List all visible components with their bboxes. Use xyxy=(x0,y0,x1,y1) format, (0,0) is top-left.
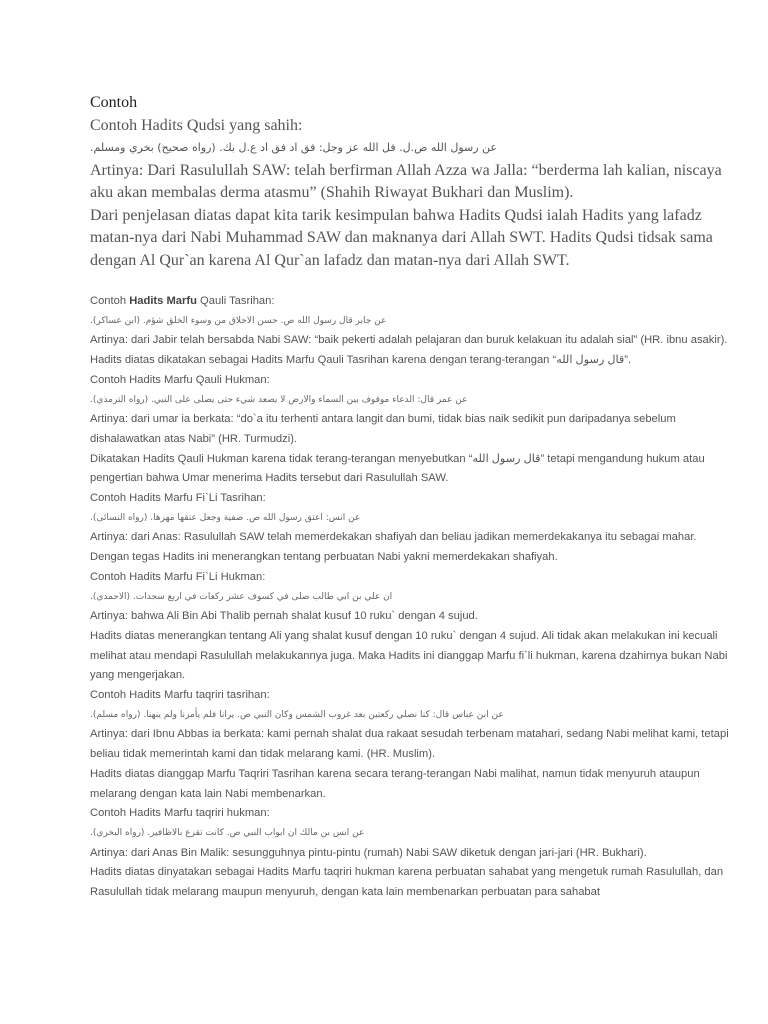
explanation-qauli-hukman: Dikatakan Hadits Qauli Hukman karena tidak terang-terangan menyebutkan “قال رسول الله” tetapi mengandung hukum atau pengertian bahwa Umar menerima Hadits tersebut dari Rasulullah SAW. xyxy=(90,452,705,485)
explanation-qauli-tasrihan: Hadits diatas dikatakan sebagai Hadits Marfu Qauli Tasrihan karena dengan terang-terangan “قال رسول الله”. xyxy=(90,354,632,367)
translation-qauli-tasrihan: Artinya: dari Jabir telah bersabda Nabi SAW: “baik pekerti adalah pelajaran dan buruk kelakuan itu adalah sial” (HR. ibnu asakir). xyxy=(90,334,728,347)
arabic-text-fili-tasrihan: عن انس: اعتق رسول الله ص. صفية وجعل عتقها مهرها. (رواه النسائى). xyxy=(90,512,361,523)
section-title-qauli-tasrihan xyxy=(90,292,730,312)
explanation-taqriri-hukman: Hadits diatas dinyatakan sebagai Hadits Marfu taqriri hukman karena perbuatan sahabat yang mengetuk rumah Rasulullah, dan Rasulullah tidak melarang maupun menyuruh, dengan kata lain membenarkan perbuatan para sahabat xyxy=(90,866,724,898)
section-title-fili-hukman: Contoh Hadits Marfu Fi`Li Hukman: xyxy=(90,570,266,583)
section-title-taqriri-tasrihan: Contoh Hadits Marfu taqriri tasrihan: xyxy=(90,689,270,701)
section-title-fili-tasrihan: Contoh Hadits Marfu Fi`Li Tasrihan: xyxy=(90,492,266,504)
title-bold: Hadits Marfu xyxy=(129,295,197,307)
arabic-text-qauli-tasrihan: عن جابر قال رسول الله ص. حسن الاخلاق من وسوء الخلق شؤم. (ابن عساكر). xyxy=(90,315,387,326)
arabic-text-taqriri-tasrihan: عن ابن عباس قال: كنا نصلي ركعتين بعد غروب الشمس وكان النبي ص. يرانا فلم يأمرنا ولم ينهنا. (رواه مسلم). xyxy=(90,709,504,720)
document-page xyxy=(90,92,730,903)
title-suffix: Qauli Tasrihan: xyxy=(196,295,275,307)
qudsi-title: Contoh Hadits Qudsi yang sahih: xyxy=(90,116,303,134)
arabic-text-taqriri-hukman: عن انس بن مالك ان ابواب النبي ص. كانت تقرع بالاظافير. (رواه البخري). xyxy=(90,827,365,838)
translation-taqriri-hukman: Artinya: dari Anas Bin Malik: sesungguhnya pintu-pintu (rumah) Nabi SAW diketuk dengan jari-jari (HR. Bukhari). xyxy=(90,846,647,859)
qudsi-section xyxy=(90,92,730,272)
explanation-fili-hukman: Hadits diatas menerangkan tentang Ali yang shalat kusuf dengan 10 ruku` dengan 4 sujud. Ali tidak akan melakukan ini kecuali melihat atau mendapi Rasulullah melakukannya juga. Maka Hadits ini dianggap Marfu fi`li hukman, karena dzahirnya bukan Nabi yang mengerjakan. xyxy=(90,629,728,682)
document-heading: Contoh xyxy=(90,94,138,111)
translation-qauli-hukman: Artinya: dari umar ia berkata: “do`a itu terhenti antara langit dan bumi, tidak bias naik sedikit pun daripadanya sebelum dishalawatkan atas Nabi” (HR. Turmudzi). xyxy=(90,413,676,445)
arabic-text-fili-hukman: ان علي بن ابي طالب صلى في كسوف عشر ركعات في اربع سجدات. (الاحمدي). xyxy=(90,591,393,602)
section-title-taqriri-hukman: Contoh Hadits Marfu taqriri hukman: xyxy=(90,807,270,820)
translation-fili-hukman: Artinya: bahwa Ali Bin Abi Thalib pernah shalat kusuf 10 ruku` dengan 4 sujud. xyxy=(90,610,478,623)
qudsi-arabic-text: عن رسول الله ص.ل. فل الله عز وجل: فق اد فق اد ع.ل بك. (رواه صحيح) بخري ومسلم. xyxy=(90,141,497,154)
translation-fili-tasrihan: Artinya: dari Anas: Rasulullah SAW telah memerdekakan shafiyah dan beliau jadikan memerdekakanya itu sebagai mahar. xyxy=(90,531,697,544)
qudsi-translation: Artinya: Dari Rasulullah SAW: telah berfirman Allah Azza wa Jalla: “berderma lah kalian, niscaya aku akan membalas derma atasmu” (Shahih Riwayat Bukhari dan Muslim). xyxy=(90,161,722,201)
translation-taqriri-tasrihan: Artinya: dari Ibnu Abbas ia berkata: kami pernah shalat dua rakaat sesudah terbenam matahari, sedang Nabi melihat kami, tetapi beliau tidak memerintah kami dan tidak melarang kami. (HR. Muslim). xyxy=(90,728,729,761)
explanation-taqriri-tasrihan: Hadits diatas dianggap Marfu Taqriri Tasrihan karena secara terang-terangan Nabi malihat, namun tidak menyuruh ataupun melarang dengan kata lain Nabi membenarkan. xyxy=(90,767,700,800)
section-title-qauli-hukman: Contoh Hadits Marfu Qauli Hukman: xyxy=(90,373,270,386)
title-prefix: Contoh xyxy=(90,295,130,307)
qudsi-conclusion: Dari penjelasan diatas dapat kita tarik kesimpulan bahwa Hadits Qudsi ialah Hadits yang lafadz matan-nya dari Nabi Muhammad SAW dan maknanya dari Allah SWT. Hadits Qudsi tidsak sama dengan Al Qur`an karena Al Qur`an lafadz dan matan-nya dari Allah SWT. xyxy=(90,206,713,269)
arabic-text-qauli-hukman: عن عمر قال: الدعاء موقوف بين السماء والارض لا يصعد شيء حتى يصلى على النبي. (رواه الترمذي). xyxy=(90,394,468,405)
marfu-sections xyxy=(90,292,730,903)
explanation-fili-tasrihan: Dengan tegas Hadits ini menerangkan tentang perbuatan Nabi yakni memerdekakan shafiyah. xyxy=(90,551,558,564)
